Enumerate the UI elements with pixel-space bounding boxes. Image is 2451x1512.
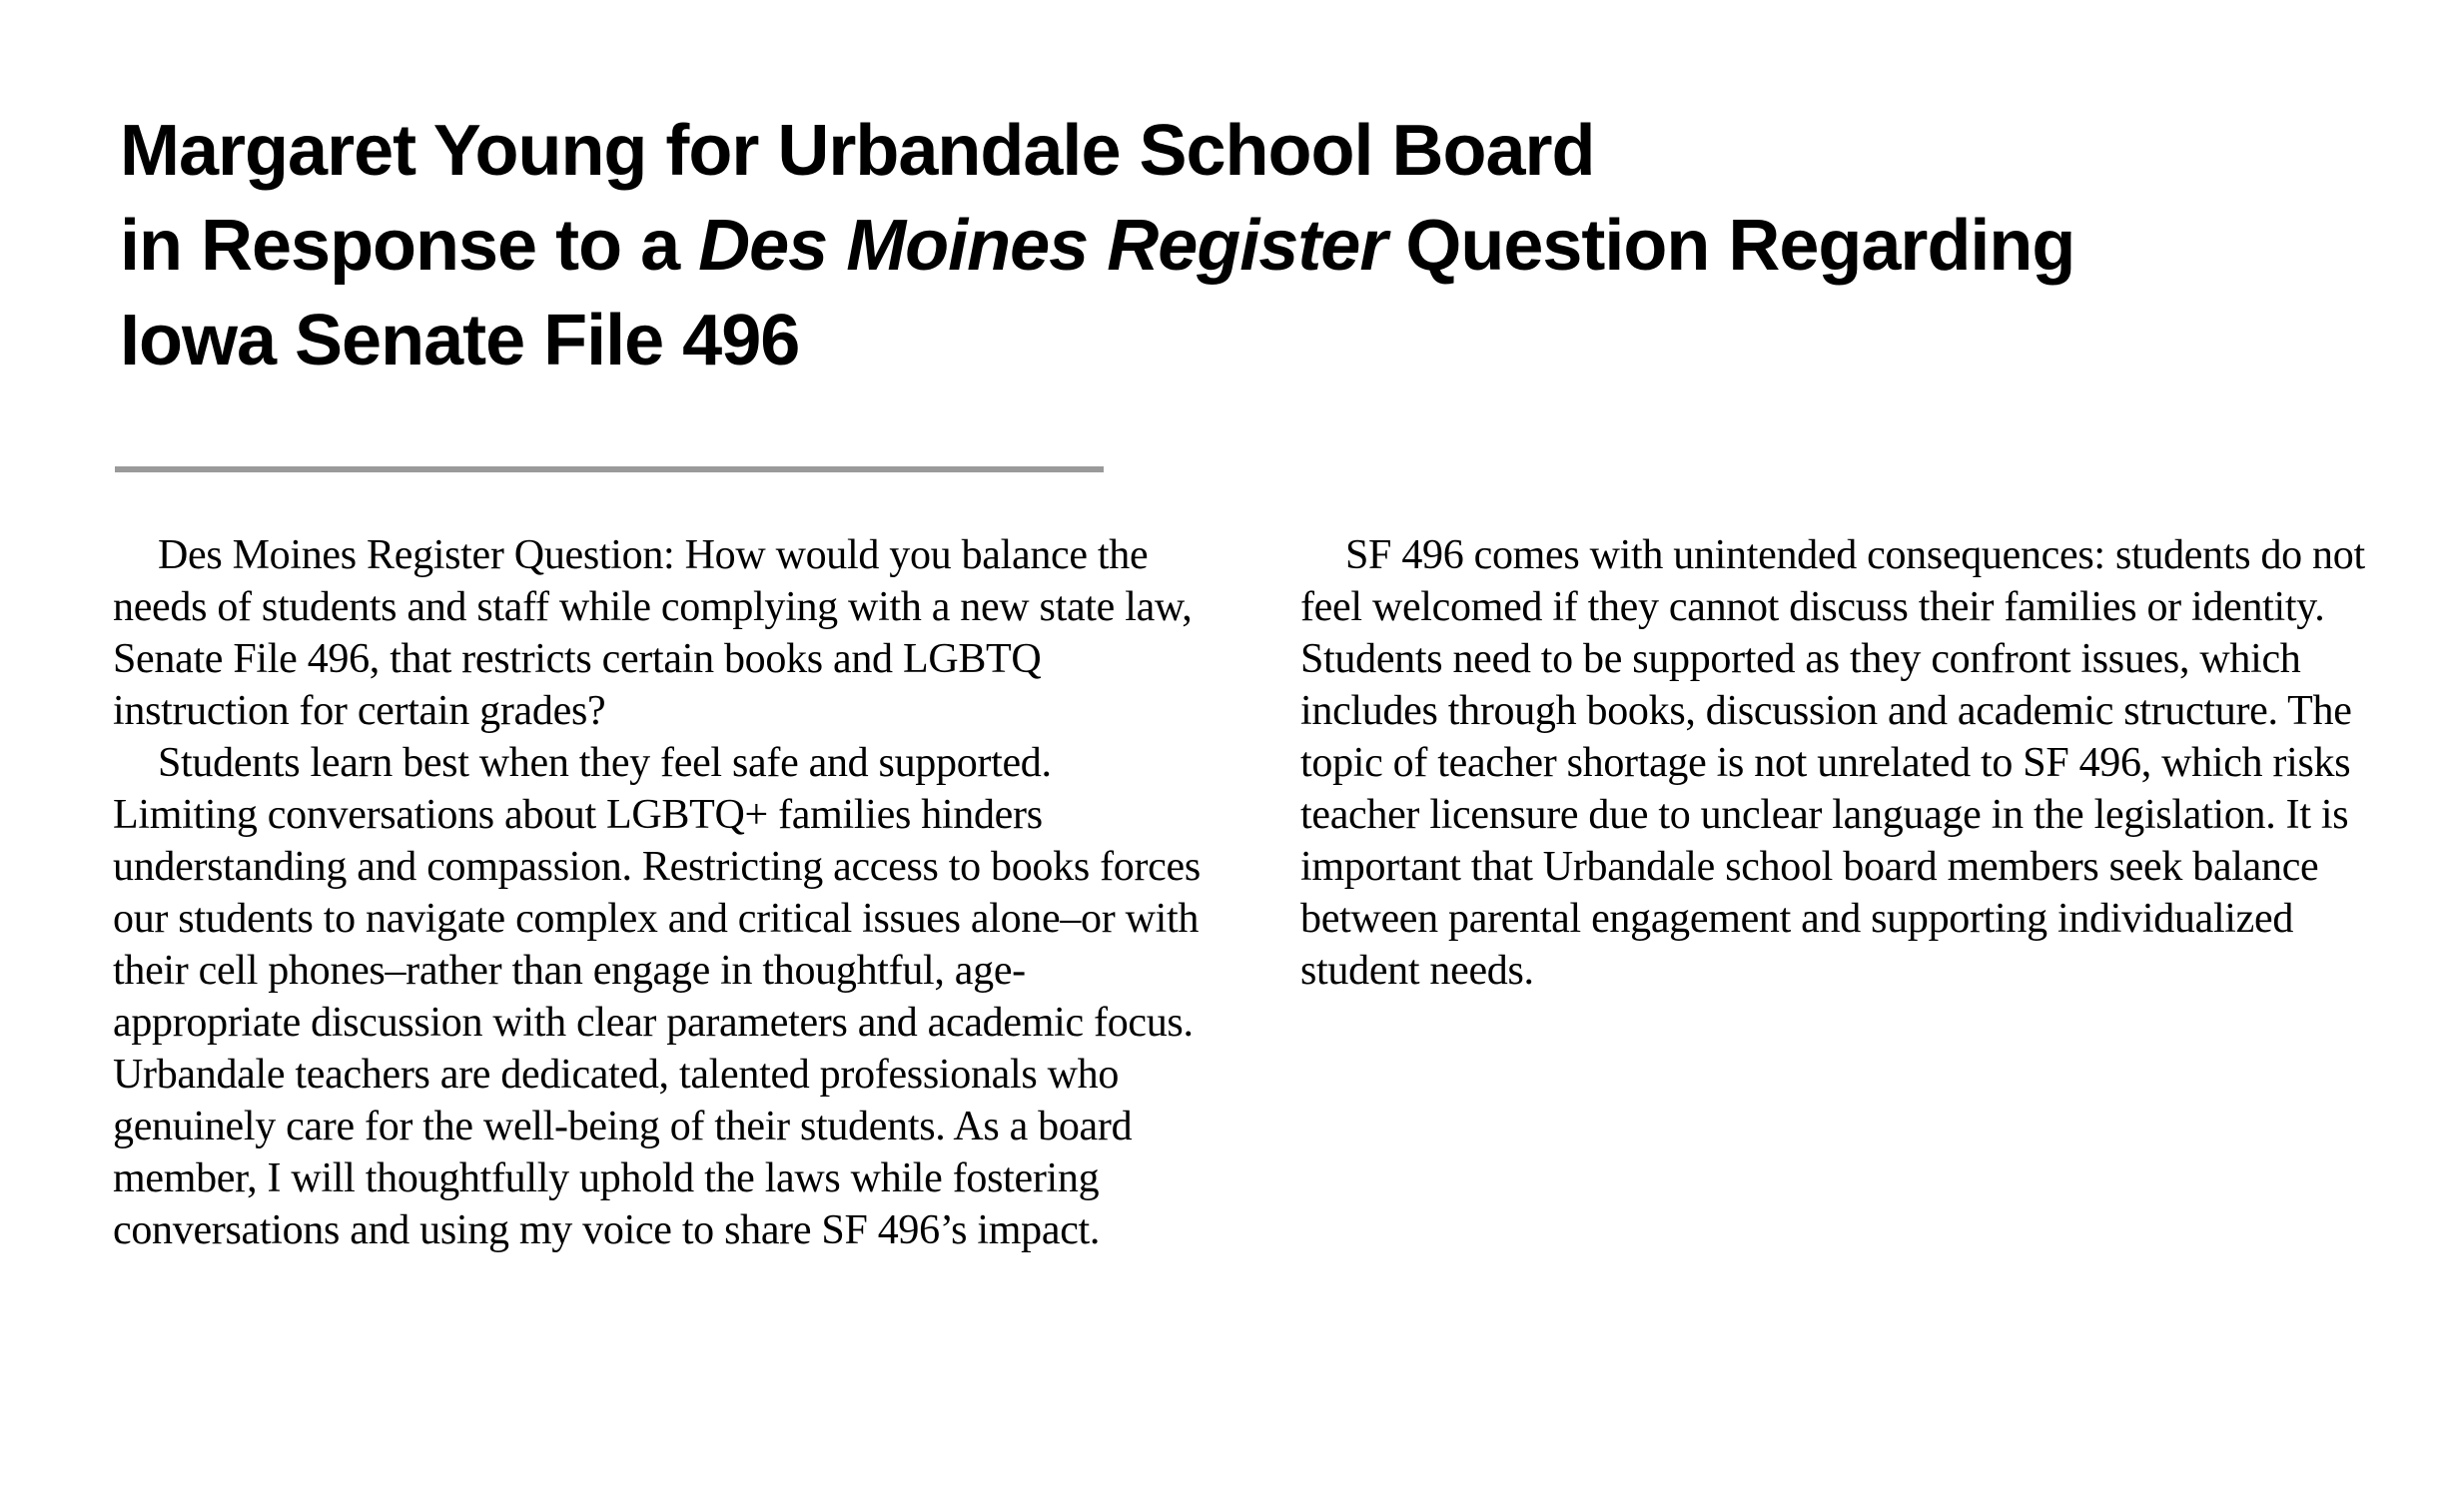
page-title xyxy=(120,104,2377,388)
register-question-paragraph: Des Moines Register Question: How would you balance the needs of students and staff while complying with a new state law, Senate File 496, that restricts certain books and LGBTQ instruction for certain grades? xyxy=(113,532,1193,734)
article-left-column xyxy=(113,529,1204,1256)
title-line-2 xyxy=(120,199,2377,294)
section-divider-rule xyxy=(115,466,1104,472)
title-line-2-after: Question Regarding xyxy=(1386,206,2075,286)
title-line-3: Iowa Senate File 496 xyxy=(120,301,800,380)
article-right-column xyxy=(1300,529,2401,997)
title-line-1: Margaret Young for Urbandale School Board xyxy=(120,111,1595,191)
answer-paragraph-2: SF 496 comes with unintended consequences: students do not feel welcomed if they cannot discuss their families or identity. Students need to be supported as they confront issues, which includes through books, discussion and academic structure. The topic of teacher shortage is not unrelated to SF 496, which risks teacher licensure due to unclear language in the legislation. It is important that Urbandale school board members seek balance between parental engagement and supporting individualized student needs. xyxy=(1300,532,2365,994)
answer-paragraph-1: Students learn best when they feel safe and supported. Limiting conversations about LGBTQ+ families hinders understanding and compassion. Restricting access to books forces our students to navigate complex and critical issues alone–or with their cell phones–rather than engage in thoughtful, age-appropriate discussion with clear parameters and academic focus. Urbandale teachers are dedicated, talented professionals who genuinely care for the well-being of their students. As a board member, I will thoughtfully uphold the laws while fostering conversations and using my voice to share SF 496’s impact. xyxy=(113,740,1201,1253)
publication-name-italic: Des Moines Register xyxy=(698,206,1387,286)
title-line-2-before: in Response to a xyxy=(120,206,699,286)
